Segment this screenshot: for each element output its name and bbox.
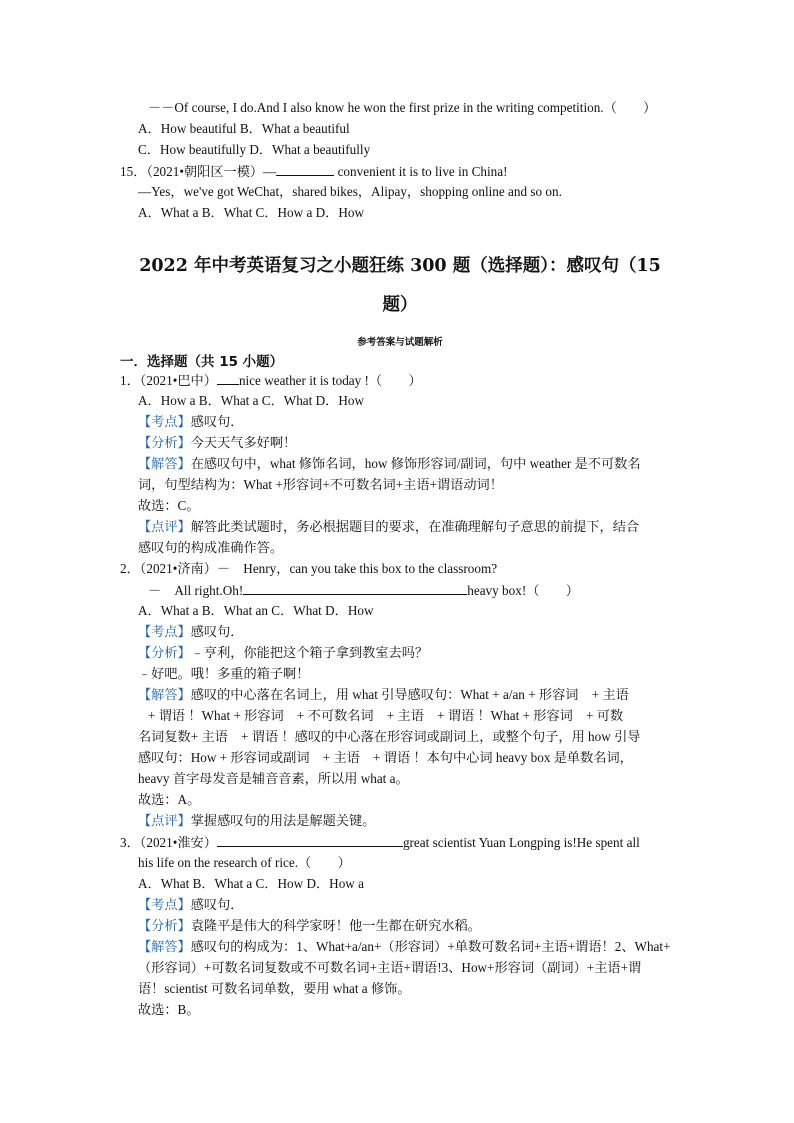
q2-kaodian-text: 感叹句． <box>190 624 244 639</box>
q3-fenxi-text: 袁隆平是伟大的科学家呀！他一生都在研究水稻。 <box>190 918 481 933</box>
q1-dianping-line1 <box>138 518 639 536</box>
q2-answer: 故选：A。 <box>138 792 201 807</box>
q2-dianping-text: 掌握感叹句的用法是解题关键。 <box>190 813 376 828</box>
kaodian-tag: 【考点】 <box>138 414 191 429</box>
q3-stem-line1 <box>120 833 640 852</box>
q15-reply: —Yes，we've got WeChat，shared bikes，Alipay，shopping online and so on. <box>138 184 562 199</box>
q2-jieda-line5: heavy 首字母发音是辅音音素，所以用 what a。 <box>138 771 409 786</box>
kaodian-tag: 【考点】 <box>138 624 191 639</box>
q2-kaodian <box>138 623 244 641</box>
q1-fenxi-text: 今天天气多好啊！ <box>190 435 297 450</box>
q1-kaodian <box>138 413 244 431</box>
q15-options: A．What a B．What C．How a D．How <box>138 205 364 220</box>
q3-fenxi <box>138 917 481 935</box>
q3-number: 3．（2021•淮安） <box>120 835 217 850</box>
q15-number: 15．（2021•朝阳区一模）— <box>120 164 277 179</box>
q1-answer: 故选：C。 <box>138 498 200 513</box>
q2-jieda-line1 <box>138 686 629 704</box>
q1-jieda-text1: 在感叹句中，what 修饰名词，how 修饰形容词/副词，句中 weather 是不可数名 <box>190 456 641 471</box>
fenxi-tag: 【分析】 <box>138 645 191 660</box>
section-heading: 一．选择题（共 15 小题） <box>120 354 284 370</box>
q3-kaodian <box>138 896 244 914</box>
q3-kaodian-text: 感叹句． <box>190 897 244 912</box>
q1-stem <box>120 371 422 390</box>
q2-dianping <box>138 812 375 830</box>
q1-fenxi <box>138 434 296 452</box>
dianping-tag: 【点评】 <box>138 519 191 534</box>
q2-options: A．What a B．What an C．What D．How <box>138 603 374 618</box>
q2-jieda-line3: 名词复数+ 主语 + 谓语 ！感叹的中心落在形容词或副词上，或整个句子，用 how 引导 <box>138 729 641 744</box>
q3-stem-rest: great scientist Yuan Longping is!He spent all <box>402 835 640 850</box>
q3-options: A．What B．What a C．How D．How a <box>138 876 364 891</box>
q14-options-ab: A．How beautiful B．What a beautiful <box>138 121 350 136</box>
q15-stem-rest: convenient it is to live in China! <box>334 164 508 179</box>
document-title-line1: 2022 年中考英语复习之小题狂练 300 题（选择题）：感叹句（15 <box>139 256 661 276</box>
q3-jieda-line3: 语！scientist 可数名词单数，要用 what a 修饰。 <box>138 981 411 996</box>
q3-jieda-text1: 感叹句的构成为：1、What+a/an+（形容词）+单数可数名词+主语+谓语！2、What+ <box>190 939 671 954</box>
q1-dianping-text1: 解答此类试题时，务必根据题目的要求，在准确理解句子意思的前提下，结合 <box>190 519 640 534</box>
jieda-tag: 【解答】 <box>138 456 191 471</box>
q14-reply-line: －－Of course, I do.And I also know he won the first prize in the writing competition.（ ） <box>148 100 657 115</box>
q14-options-cd: C．How beautifully D．What a beautifully <box>138 142 371 157</box>
q2-jieda-text1: 感叹的中心落在名词上，用 what 引导感叹句：What + a/an + 形容词 + 主语 <box>190 687 629 702</box>
q1-kaodian-text: 感叹句． <box>190 414 244 429</box>
fenxi-tag: 【分析】 <box>138 435 191 450</box>
q2-jieda-line2: + 谓语 ！What + 形容词 + 不可数名词 + 主语 + 谓语 ！What + 形容词 + 可数 <box>148 708 624 723</box>
q2-fenxi-text1: ﹣亨利，你能把这个箱子拿到教室去吗？ <box>190 645 429 660</box>
q2-fenxi-line2: ﹣好吧。哦！多重的箱子啊！ <box>138 666 310 681</box>
q2-stem-start: － All right.Oh! <box>148 583 244 598</box>
q1-options: A．How a B．What a C．What D．How <box>138 393 364 408</box>
q2-jieda-line4: 感叹句：How + 形容词或副词 + 主语 + 谓语 ！本句中心词 heavy box 是单数名词， <box>138 750 633 765</box>
dianping-tag: 【点评】 <box>138 813 191 828</box>
q3-blank <box>217 833 403 847</box>
q2-fenxi-line1 <box>138 644 428 662</box>
q1-dianping-line2: 感叹句的构成准确作答。 <box>138 540 284 555</box>
q1-jieda-line2: 词，句型结构为：What +形容词+不可数名词+主语+谓语动词！ <box>138 477 503 492</box>
answer-key-subtitle: 参考答案与试题解析 <box>357 337 443 348</box>
q1-stem-rest: nice weather it is today !（ ） <box>238 373 422 388</box>
q2-stem-line1: 2．（2021•济南）－ Henry，can you take this box to the classroom? <box>120 561 498 576</box>
document-title-line2: 题） <box>382 295 418 315</box>
q15-blank <box>276 162 334 176</box>
jieda-tag: 【解答】 <box>138 939 191 954</box>
q2-blank <box>243 581 467 595</box>
q1-jieda-line1 <box>138 455 641 473</box>
q3-jieda-line2: （形容词）+可数名词复数或不可数名词+主语+谓语!3、How+形容词（副词）+主语+谓 <box>138 960 642 975</box>
q1-number: 1．（2021•巴中） <box>120 373 217 388</box>
q2-stem-line2 <box>148 581 579 600</box>
q1-blank <box>217 371 239 385</box>
kaodian-tag: 【考点】 <box>138 897 191 912</box>
q3-answer: 故选：B。 <box>138 1002 200 1017</box>
q3-jieda-line1 <box>138 938 671 956</box>
jieda-tag: 【解答】 <box>138 687 191 702</box>
q15-stem <box>120 162 508 181</box>
q2-stem-rest: heavy box!（ ） <box>467 583 579 598</box>
q3-stem-line2: his life on the research of rice.（ ） <box>138 855 351 870</box>
fenxi-tag: 【分析】 <box>138 918 191 933</box>
